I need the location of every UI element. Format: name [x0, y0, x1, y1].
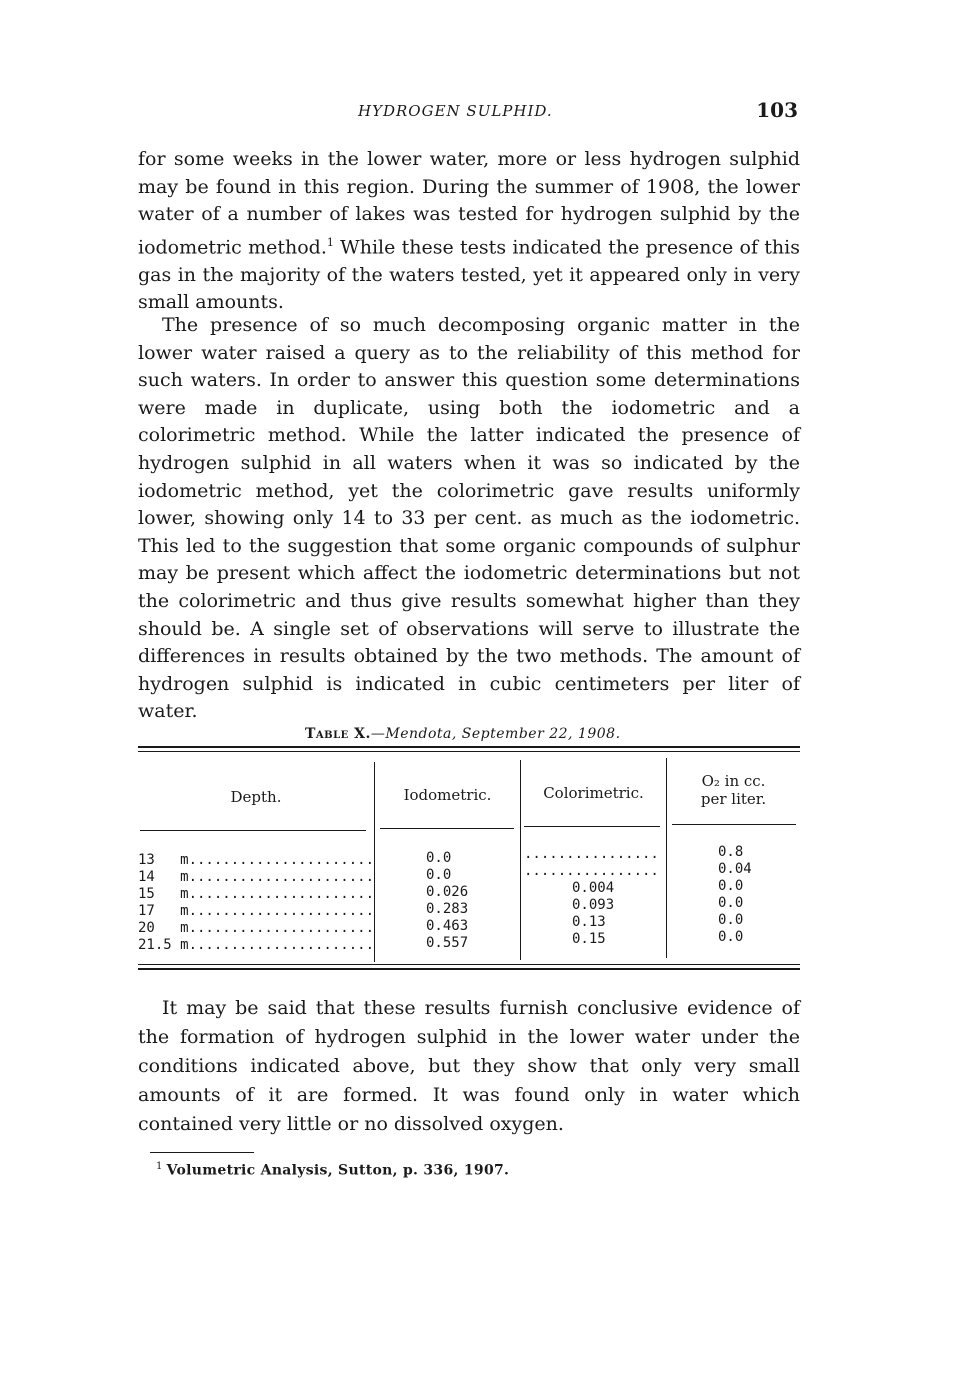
table-bottom-rule-outer [138, 968, 800, 970]
colorimetric-cell: 0.15 [572, 931, 606, 947]
data-table [138, 746, 800, 974]
oxygen-cell: 0.0 [718, 878, 744, 894]
colorimetric-cell: ................ [524, 863, 659, 879]
iodometric-cell: 0.557 [426, 935, 469, 951]
iodometric-cell: 0.283 [426, 901, 469, 917]
colorimetric-cell: 0.093 [572, 897, 615, 913]
footnote-text: Volumetric Analysis, Sutton, p. 336, 1907. [166, 1162, 510, 1179]
page-number: 103 [756, 98, 798, 122]
header-underline-oxygen [672, 824, 796, 825]
header-underline-depth [140, 830, 366, 831]
header-oxygen [667, 772, 800, 808]
footnote [156, 1161, 509, 1179]
paragraph-1 [138, 146, 800, 317]
header-iodometric: Iodometric. [403, 786, 492, 804]
paragraph-2 [138, 312, 800, 726]
colorimetric-cell: ................ [524, 846, 659, 862]
depth-cell: 17 m...................... [138, 903, 375, 919]
paragraph-1-text-a: for some weeks in the lower water, more or less hydrogen sulphid may be found in this region. During the summer of 1908, the lower water of a number of lakes was tested for hydrogen sulphid by the iodometric method. [138, 148, 800, 259]
depth-cell: 20 m...................... [138, 920, 375, 936]
table-caption [305, 726, 621, 742]
header-colorimetric: Colorimetric. [543, 784, 644, 802]
depth-cell: 21.5 m...................... [138, 937, 375, 953]
iodometric-cell: 0.0 [426, 850, 452, 866]
oxygen-cell: 0.04 [718, 861, 752, 877]
oxygen-cell: 0.0 [718, 929, 744, 945]
paragraph-2-text: The presence of so much decomposing organic matter in the lower water raised a query as to the reliability of this method for such waters. In order to answer this question some determinations were made in duplicate, using both the iodometric and a colorimetric method. While the latter indicated the presence of hydrogen sulphid in all waters when it was so indicated by the iodometric method, yet the colorimetric gave results uniformly lower, showing only 14 to 33 per cent. as much as the iodometric. This led to the suggestion that some organic compounds of sulphur may be present which affect the iodometric determinations but not the colorimetric and thus give results somewhat higher than they should be. A single set of observations will serve to illustrate the differences in results obtained by the two methods. The amount of hydrogen sulphid is indicated in cubic centimeters per liter of water. [138, 314, 800, 723]
depth-cell: 13 m...................... [138, 852, 375, 868]
footnote-reference: 1 [326, 235, 334, 249]
oxygen-cell: 0.0 [718, 912, 744, 928]
table-top-rule [138, 746, 800, 748]
table-bottom-rule [138, 964, 800, 965]
iodometric-cell: 0.0 [426, 867, 452, 883]
header-oxygen-line2: per liter. [700, 790, 767, 808]
running-title: HYDROGEN SULPHID. [358, 102, 553, 120]
colorimetric-cell: 0.004 [572, 880, 615, 896]
header-underline-iodometric [380, 828, 514, 829]
header-depth: Depth. [230, 788, 282, 806]
iodometric-cell: 0.463 [426, 918, 469, 934]
paragraph-1-text-b: While these tests indicated the presence of this gas in the majority of the waters tested, yet it appeared only in very small amounts. [138, 236, 800, 314]
table-top-rule-inner [138, 751, 800, 752]
table-label: Table X. [305, 726, 371, 742]
depth-cell: 15 m...................... [138, 886, 375, 902]
header-oxygen-line1: O₂ in cc. [701, 772, 766, 790]
depth-cell: 14 m...................... [138, 869, 375, 885]
header-underline-colorimetric [524, 826, 660, 827]
footnote-marker: 1 [156, 1161, 163, 1172]
paragraph-3 [138, 994, 800, 1139]
footnote-rule [150, 1152, 254, 1153]
table-caption-text: —Mendota, September 22, 1908. [370, 726, 621, 742]
paragraph-3-text: It may be said that these results furnish conclusive evidence of the formation of hydrogen sulphid in the lower water under the conditions indicated above, but they show that only very small amounts of it are formed. It was found only in water which contained very little or no dissolved oxygen. [138, 997, 800, 1135]
oxygen-cell: 0.0 [718, 895, 744, 911]
oxygen-cell: 0.8 [718, 844, 744, 860]
iodometric-cell: 0.026 [426, 884, 469, 900]
colorimetric-cell: 0.13 [572, 914, 606, 930]
